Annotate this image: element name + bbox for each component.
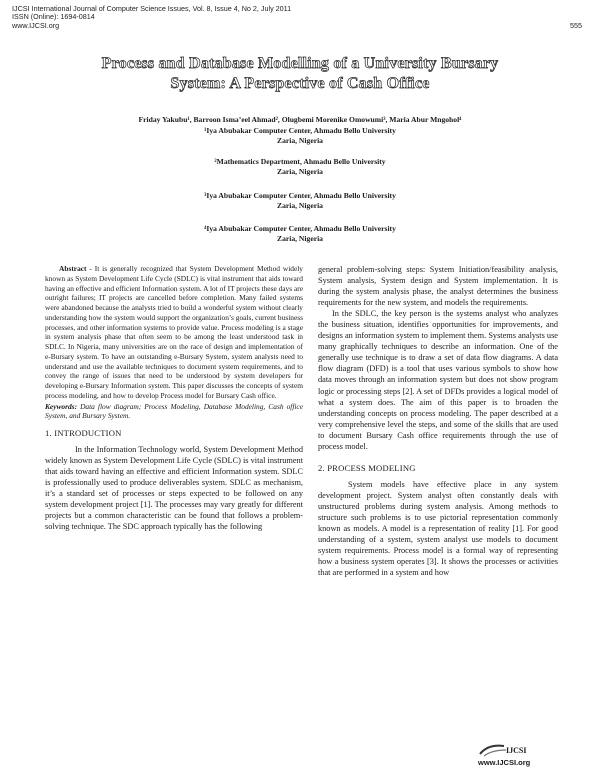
author-list: Friday Yakubu¹, Barroon Isma’eel Ahmad², Olugbemi Morenike Omowumi³, Maria Abur Mngohol⁴: [138, 115, 462, 124]
title-line-1: Process and Database Modelling of a University Bursary: [101, 55, 499, 72]
logo-url: www.IJCSI.org: [478, 758, 531, 767]
section-1-text: In the Information Technology world, System Development Method widely known as System Development Life Cycle (SDLC) is vital instrument that aids toward having an effective and efficient Information system. SDLC is professionally used to produce deliverables system. SDLC as mechanism, it’s a standard set of processes or steps expected to be followed on any system development project [1]. The processes may vary greatly for different projects but a common characteristic can be found that follows a problem-solving technique. The SDC approach typically has the following: [45, 445, 303, 532]
section-1-heading: 1. INTRODUCTION: [45, 428, 122, 438]
affiliation-place: Zaria, Nigeria: [277, 201, 323, 210]
right-paragraph-1: general problem-solving steps: System Initiation/feasibility analysis, System analysis, System design and System implementation. It is during the system analysis phase, the analyst determines the business requirements for the new system, and models the requirements.: [318, 265, 558, 308]
issn: ISSN (Online): 1694-0814: [12, 12, 95, 22]
page-number: 555: [570, 21, 582, 30]
keywords-text: Data flow diagram; Process Modeling, Database Modeling, Cash office System, and Bursary System.: [45, 401, 303, 421]
right-paragraph-2: In the SDLC, the key person is the systems analyst who analyzes the business situation, identifies opportunities for improvements, and designs an information system to implement them. Systems analysts use many graphically techniques to describe an information. One of the generally use technique is to draw a set of data flow diagrams. A data flow diagram (DFD) is a tool that uses various symbols to show how data moves through an information system but does not show program logic or processing steps [2]. A set of DFDs provides a logical model of what a system does. The aim of this paper is to broaden the understanding concepts on process modeling. The paper described at a very comprehensive level the steps, and some of the skills that are used to document Bursary Cash office requirements through the use of process model.: [318, 309, 558, 451]
affiliation-name: ²Mathematics Department, Ahmadu Bello University: [214, 157, 386, 166]
logo-swoosh-icon: [478, 742, 508, 758]
logo-name: IJCSI: [506, 746, 527, 755]
affiliation-1: [120, 126, 480, 146]
paper-title: [40, 54, 560, 94]
affiliation-place: Zaria, Nigeria: [277, 136, 323, 145]
affiliation-4: [120, 224, 480, 244]
keywords-label: Keywords:: [45, 401, 78, 411]
keywords: [45, 402, 303, 422]
journal-url: www.IJCSI.org: [12, 20, 60, 30]
abstract: [45, 264, 303, 401]
affiliation-2: [120, 157, 480, 177]
right-column: [318, 264, 558, 578]
left-column: [45, 264, 303, 532]
affiliation-place: Zaria, Nigeria: [277, 234, 323, 243]
affiliation-name: ¹Iya Abubakar Computer Center, Ahmadu Bello University: [204, 126, 396, 135]
abstract-label: Abstract: [59, 264, 87, 273]
journal-name: IJCSI International Journal of Computer Science Issues, Vol. 8, Issue 4, No 2, July 2011: [12, 4, 292, 13]
affiliation-name: ³Iya Abubakar Computer Center, Ahmadu Bello University: [204, 191, 396, 200]
title-line-2: System: A Perspective of Cash Office: [170, 75, 430, 92]
section-2-heading: 2. PROCESS MODELING: [318, 462, 416, 473]
section-2-text: System models have effective place in any system development project. System analyst often constantly deals with unstructured problems during system analysis. Among methods to structure such problems is to use pictorial representation commonly known as models. A model is a representation of reality [1]. For good understanding of a system, system analyst use models to document system requirements. Process model is a formal way of representing how a business system operates [3]. It shows the processes or activities that are performed in a system and how: [318, 479, 558, 578]
journal-header: [12, 5, 588, 30]
affiliation-place: Zaria, Nigeria: [277, 167, 323, 176]
ijcsi-logo: [478, 742, 568, 772]
abstract-text: - It is generally recognized that System Development Method widely known as System Development Life Cycle (SDLC) is vital instrument that aids toward having an effective and efficient Information system. A lot of IT projects these days are outright failures; IT projects are cancelled before completion. Many failed systems were abandoned because the analysts tried to build a wonderful system without clearly understanding how the system would support the organization’s goals, current business processes, and other information systems to provide value. Process modeling is a stage in system analysis phase that often seem to be among the least understood task in SDLC. In Nigeria, many universities are on the race of design and implementation of e-Bursary system. To have an outstanding e-Bursary System, system analysts need to understand and use the available techniques to document system requirements, and to convey the range of issues that need to be understood by system developers for developing e-Bursary Information system. This paper discusses the concepts of system process modeling, and how to develop Process model for Bursary Cash office.: [45, 264, 303, 400]
affiliation-name: ⁴Iya Abubakar Computer Center, Ahmadu Bello University: [204, 224, 396, 233]
affiliation-3: [120, 191, 480, 211]
